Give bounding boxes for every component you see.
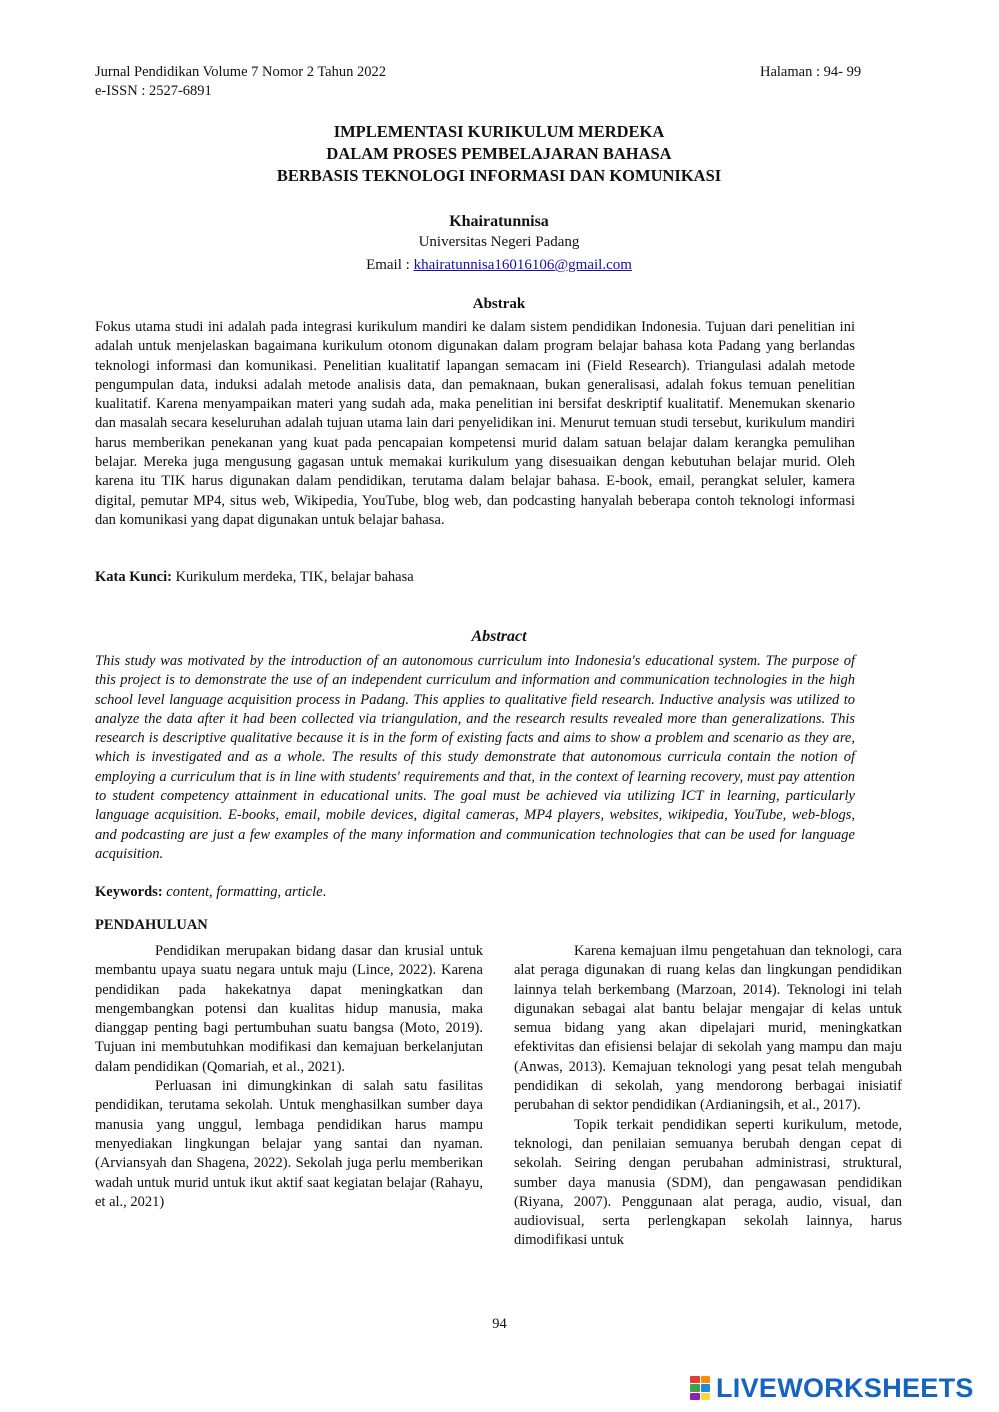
kata-kunci xyxy=(95,569,414,586)
title-line-3: BERBASIS TEKNOLOGI INFORMASI DAN KOMUNIKASI xyxy=(276,166,722,185)
journal-header xyxy=(95,63,386,101)
paragraph: Pendidikan merupakan bidang dasar dan krusial untuk membantu upaya suatu negara untuk maju (Lince, 2022). Karena pendidikan pada hakekatnya dapat meningkatkan dan mengembangkan potensi dan kualitas hidup manusia, maka dianggap penting bagi pertumbuhan suatu bangsa (Moto, 2019). Tujuan ini membutuhkan modifikasi dan kemajuan berkelanjutan dalam pendidikan (Qomariah, et al., 2021). xyxy=(95,943,483,1075)
page-number: 94 xyxy=(492,1316,507,1332)
title-line-1: IMPLEMENTASI KURIKULUM MERDEKA xyxy=(333,122,665,141)
abstract-text: This study was motivated by the introduction of an autonomous curriculum into Indonesia's educational system. The purpose of this project is to demonstrate the use of an independent curriculum and information and communication technologies in the high school level language acquisition process in Padang. This applies to qualitative field research. Inductive analysis was utilized to analyze the data after it had been collected via triangulation, and the research results revealed more than generalizations. This research is descriptive qualitative because it is in the form of existing facts and aims to show a problem and scenario as they are, which is investigated and as a whole. The results of this study demonstrate that autonomous curricula contain the notion of employing a curriculum that is in line with students' requirements and that, in the context of learning recovery, must pay attention to student competency attainment in educational units. The goal must be achieved via utilizing ICT in learning, particularly language acquisition. E-books, email, mobile devices, digital cameras, MP4 players, websites, wikipedia, YouTube, web-blogs, and podcasting are just a few examples of the many information and communication technologies that can be used for language acquisition. xyxy=(95,653,855,862)
abstrak-heading: Abstrak xyxy=(472,296,526,312)
kata-kunci-value: Kurikulum merdeka, TIK, belajar bahasa xyxy=(171,569,414,585)
author-name: Khairatunnisa xyxy=(449,213,549,230)
abstract-heading: Abstract xyxy=(471,628,527,645)
email-link[interactable]: khairatunnisa16016106@gmail.com xyxy=(413,257,632,273)
email-label: Email : xyxy=(366,257,414,273)
left-column xyxy=(95,942,483,1212)
paragraph: Topik terkait pendidikan seperti kurikulum, metode, teknologi, dan penilaian semuanya berubah dengan cepat di sekolah. Seiring dengan perubahan administrasi, struktural, sumber daya manusia (SDM), dan pengawasan pendidikan (Riyana, 2007). Penggunaan alat peraga, audio, visual, dan audiovisual, serta perlengkapan sekolah lainnya, harus dimodifikasi untuk xyxy=(514,1116,902,1249)
section-heading: PENDAHULUAN xyxy=(95,917,208,933)
liveworksheets-logo xyxy=(690,1372,974,1404)
liveworksheets-logo-text: LIVEWORKSHEETS xyxy=(716,1372,974,1403)
title-line-2: DALAM PROSES PEMBELAJARAN BAHASA xyxy=(326,144,672,163)
right-column xyxy=(514,942,902,1251)
keywords-label: Keywords: xyxy=(95,884,163,900)
kata-kunci-label: Kata Kunci: xyxy=(95,569,172,585)
author-affiliation: Universitas Negeri Padang xyxy=(418,234,580,250)
paper-title xyxy=(95,121,903,187)
keywords-value: content, formatting, article xyxy=(162,884,323,900)
abstrak-text: Fokus utama studi ini adalah pada integrasi kurikulum mandiri ke dalam sistem pendidikan Indonesia. Tujuan dari penelitian ini adalah untuk menjelaskan bagaimana kurikulum otonom digunakan dalam program belajar bahasa kota Padang yang berlandas teknologi informasi dan komunikasi. Penelitian kualitatif lapangan semacam ini (Field Research). Triangulasi adalah metode pengumpulan data, induksi adalah metode analisis data, dan pemaknaan, bukan generalisasi, adalah fokus temuan penelitian kualitatif. Karena menyampaikan materi yang sudah ada, maka penelitian ini bersifat deskriptif kualitatif. Menemukan skenario dan masalah secara keseluruhan adalah tujuan utama lain dari penyelidikan ini. Menurut temuan studi tersebut, kurikulum mandiri harus memberikan penekanan yang kuat pada pencapaian kompetensi murid dalam satuan belajar dalam kerangka pemulihan belajar. Mereka juga mengusung gagasan untuk memakai kurikulum yang disesuaikan dengan kebutuhan belajar murid. Oleh karena itu TIK harus digunakan dalam pendidikan, terutama dalam belajar bahasa. E-book, email, perangkat seluler, kamera digital, pemutar MP4, situs web, Wikipedia, YouTube, blog web, dan podcasting hanyalah beberapa contoh teknologi informasi dan komunikasi yang dapat digunakan untuk belajar bahasa. xyxy=(95,319,855,528)
paragraph: Karena kemajuan ilmu pengetahuan dan teknologi, cara alat peraga digunakan di ruang kelas dan lingkungan pendidikan lainnya telah berkembang (Marzoan, 2014). Teknologi ini telah digunakan sebagai alat bantu belajar mengajar di kelas untuk semua bidang yang akan dipelajari murid, meningkatkan efektivitas dan efisiensi belajar di sekolah yang mampu dan maju (Anwas, 2013). Kemajuan teknologi yang pesat telah mengubah pendidikan di sekolah, yang mendorong berbagai inisiatif perubahan di sektor pendidikan (Ardianingsih, et al., 2017). xyxy=(514,943,902,1114)
paragraph: Perluasan ini dimungkinkan di salah satu fasilitas pendidikan, terutama sekolah. Untuk menghasilkan sumber daya manusia yang unggul, lembaga pendidikan harus mampu menyediakan lingkungan belajar yang santai dan nyaman. (Arviansyah dan Shagena, 2022). Sekolah juga perlu memberikan wadah untuk murid untuk ikut aktif saat kegiatan belajar (Rahayu, et al., 2021) xyxy=(95,1078,483,1210)
keywords-end: . xyxy=(322,884,327,900)
author-email xyxy=(95,257,903,274)
page-range: Halaman : 94- 99 xyxy=(760,64,862,80)
journal-issn: e-ISSN : 2527-6891 xyxy=(95,83,212,99)
keywords xyxy=(95,884,326,901)
liveworksheets-logo-icon xyxy=(690,1376,710,1400)
journal-name: Jurnal Pendidikan Volume 7 Nomor 2 Tahun 2022 xyxy=(95,64,386,80)
